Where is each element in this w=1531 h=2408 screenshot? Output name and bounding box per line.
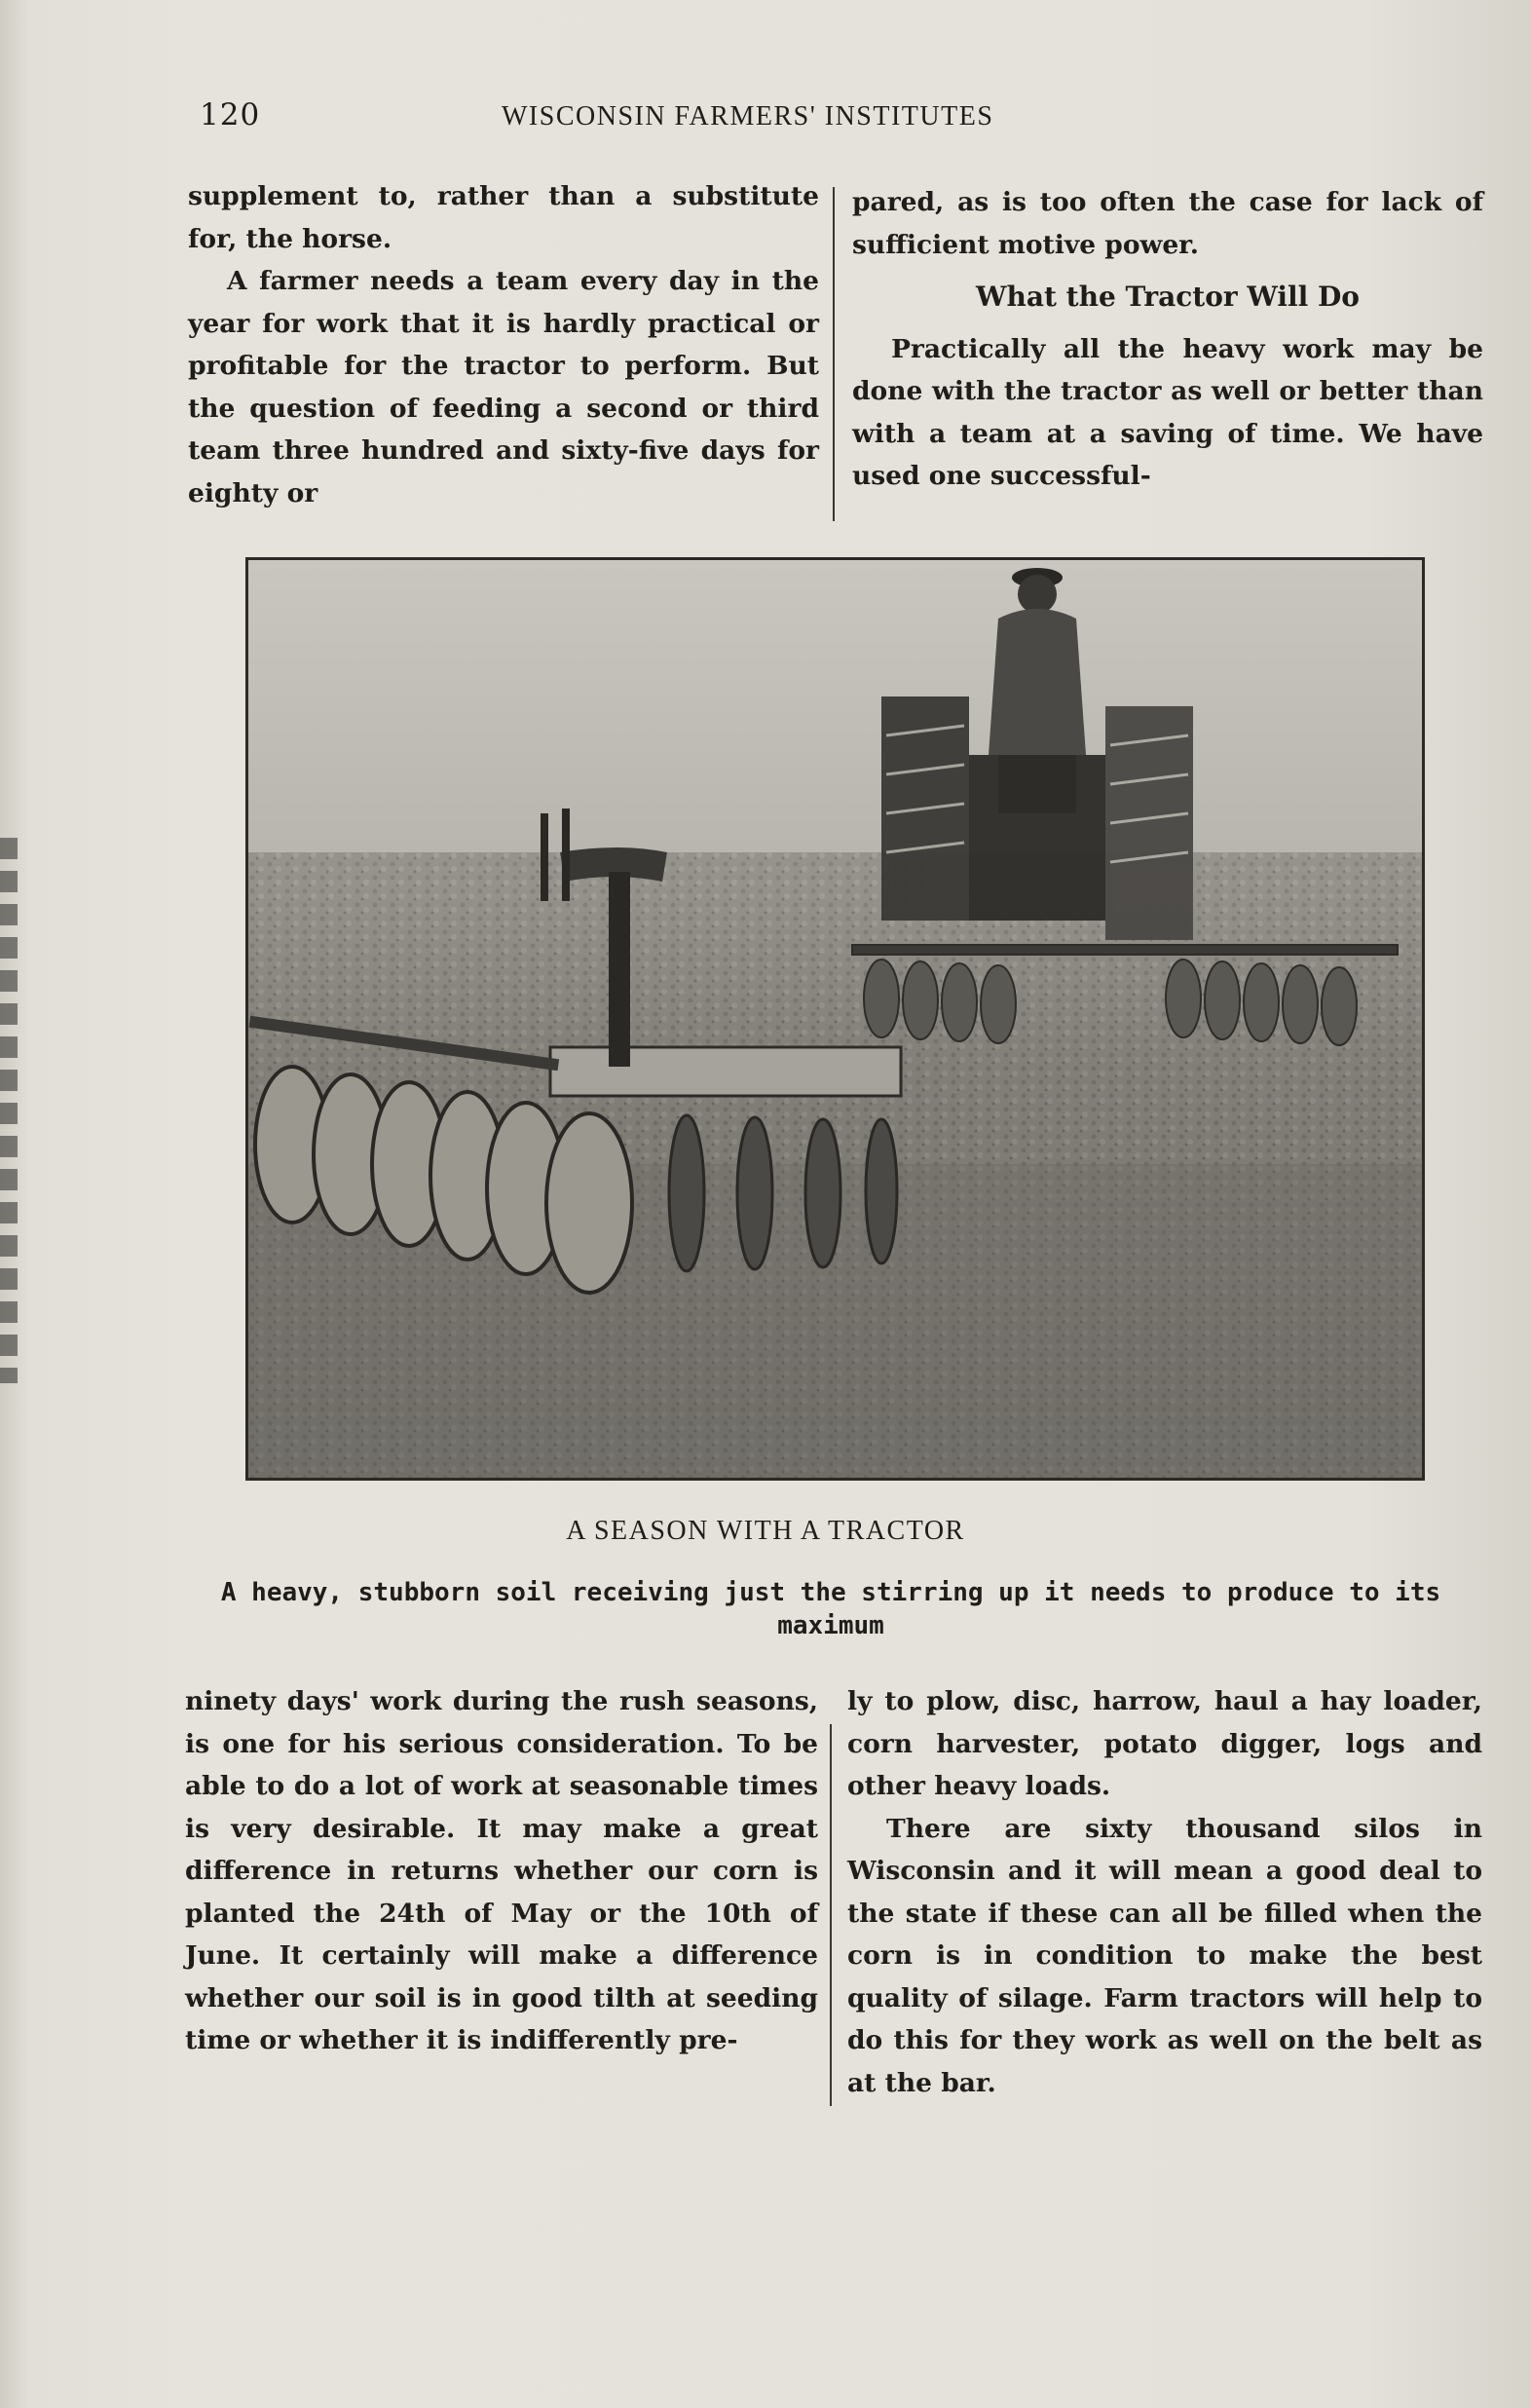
paragraph: ly to plow, disc, harrow, haul a hay loader, corn harvester, potato digger, logs and other heavy loads.: [847, 1686, 1482, 1801]
running-head: WISCONSIN FARMERS' INSTITUTES: [502, 101, 994, 132]
top-right-column: [852, 181, 1483, 498]
section-heading: What the Tractor Will Do: [976, 281, 1360, 313]
figure-title: A SEASON WITH A TRACTOR: [566, 1516, 965, 1546]
column-divider: [833, 187, 835, 521]
page-number: 120: [200, 97, 261, 132]
paragraph: There are sixty thousand silos in Wisconsin and it will mean a good deal to the state if these can all be filled when the corn is in condition to make the best quality of silage. Farm tractors will help to do this for they work as well on the belt as at the bar.: [847, 1813, 1482, 2098]
tractor-disc-harrow-illustration: [248, 560, 1422, 1478]
figure-description: A heavy, stubborn soil receiving just the stirring up it needs to produce to its maximum: [220, 1578, 1441, 1640]
gutter-bleed-mark: [0, 838, 18, 1383]
bottom-left-column: [185, 1680, 818, 2062]
paragraph: Practically all the heavy work may be done with the tractor as well or better than with a team at a saving of time. We have used one successful-: [852, 333, 1483, 491]
paragraph: A farmer needs a team every day in the year for work that it is hardly practical or profitable for the tractor to perform. But the question of feeding a second or third team three hundred and sixty-five days for eighty or: [188, 266, 819, 508]
column-divider: [830, 1724, 832, 2106]
top-left-column: [188, 175, 819, 514]
tractor-photo: [245, 557, 1425, 1481]
paragraph: pared, as is too often the case for lack of sufficient motive power.: [852, 187, 1483, 260]
paragraph: ninety days' work during the rush seasons, is one for his serious consideration. To be able to do a lot of work at seasonable times is very desirable. It may make a great difference in returns whether our corn is planted the 24th of May or the 10th of June. It certainly will make a difference whether our soil is in good tilth at seeding time or whether it is indifferently pre-: [185, 1686, 818, 2055]
paragraph: supplement to, rather than a substitute for, the horse.: [188, 181, 819, 254]
bottom-right-column: [847, 1680, 1482, 2104]
page-header: [200, 97, 1349, 146]
